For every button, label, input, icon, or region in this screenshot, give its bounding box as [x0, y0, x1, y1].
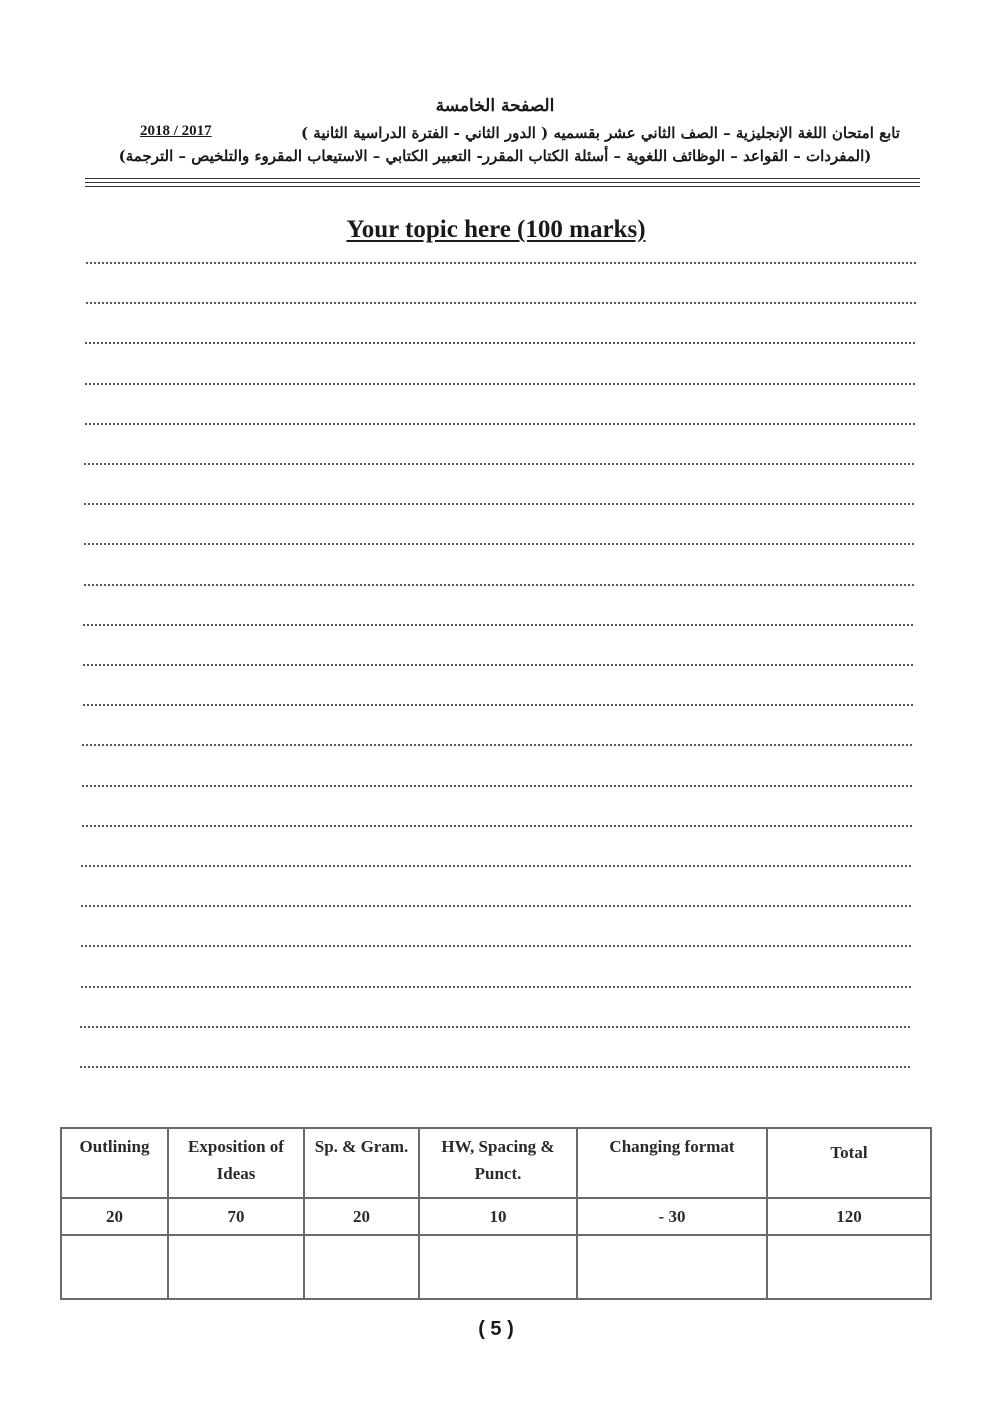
writing-line[interactable] [84, 543, 914, 545]
value-handwriting: 10 [419, 1198, 577, 1235]
value-exposition: 70 [168, 1198, 304, 1235]
page-label-arabic: الصفحة الخامسة [435, 96, 555, 116]
header-handwriting: HW, Spacing & Punct. [419, 1128, 577, 1198]
writing-line[interactable] [84, 463, 914, 465]
writing-line[interactable] [83, 664, 913, 666]
marks-table [60, 1127, 932, 1300]
score-cell-handwriting[interactable] [419, 1235, 577, 1299]
header-outlining: Outlining [61, 1128, 168, 1198]
value-outlining: 20 [61, 1198, 168, 1235]
writing-line[interactable] [82, 825, 912, 827]
header-total: Total [767, 1128, 931, 1198]
writing-line[interactable] [85, 342, 915, 344]
score-cell-total[interactable] [767, 1235, 931, 1299]
writing-line[interactable] [84, 584, 914, 586]
writing-line[interactable] [83, 704, 913, 706]
writing-line[interactable] [81, 945, 911, 947]
marks-header-row [61, 1128, 931, 1198]
header-rule-bottom [85, 186, 920, 187]
marks-score-row [61, 1235, 931, 1299]
header-exposition: Exposition of Ideas [168, 1128, 304, 1198]
writing-line[interactable] [80, 1066, 910, 1068]
header-rule-middle [85, 182, 920, 183]
writing-line[interactable] [81, 865, 911, 867]
value-spelling-grammar: 20 [304, 1198, 419, 1235]
value-total: 120 [767, 1198, 931, 1235]
academic-year: 2018 / 2017 [140, 123, 212, 139]
writing-line[interactable] [82, 744, 912, 746]
exam-components-line: (المفردات – القواعد – الوظائف اللغوية – أسئلة الكتاب المقرر- التعبير الكتابي – الاستيعاب المقروء والتلخيص – الترجمة) [118, 147, 872, 165]
header-rule-top [85, 178, 920, 179]
writing-line[interactable] [84, 503, 914, 505]
writing-line[interactable] [81, 905, 911, 907]
writing-line[interactable] [80, 1026, 910, 1028]
marks-values-row [61, 1198, 931, 1235]
score-cell-spelling-grammar[interactable] [304, 1235, 419, 1299]
writing-line[interactable] [83, 624, 913, 626]
header-changing-format: Changing format [577, 1128, 767, 1198]
page-number: ( 5 ) [478, 1318, 514, 1340]
header-spelling-grammar: Sp. & Gram. [304, 1128, 419, 1198]
score-cell-changing-format[interactable] [577, 1235, 767, 1299]
value-changing-format: - 30 [577, 1198, 767, 1235]
writing-line[interactable] [85, 423, 915, 425]
writing-line[interactable] [81, 986, 911, 988]
score-cell-outlining[interactable] [61, 1235, 168, 1299]
topic-title: Your topic here (100 marks) [346, 216, 646, 243]
writing-line[interactable] [86, 302, 916, 304]
writing-line[interactable] [85, 383, 915, 385]
score-cell-exposition[interactable] [168, 1235, 304, 1299]
writing-line[interactable] [82, 785, 912, 787]
writing-line[interactable] [86, 262, 916, 264]
exam-title-line: تابع امتحان اللغة الإنجليزية – الصف الثاني عشر بقسميه ( الدور الثاني - الفترة الدراسية الثانية ) [300, 124, 900, 142]
